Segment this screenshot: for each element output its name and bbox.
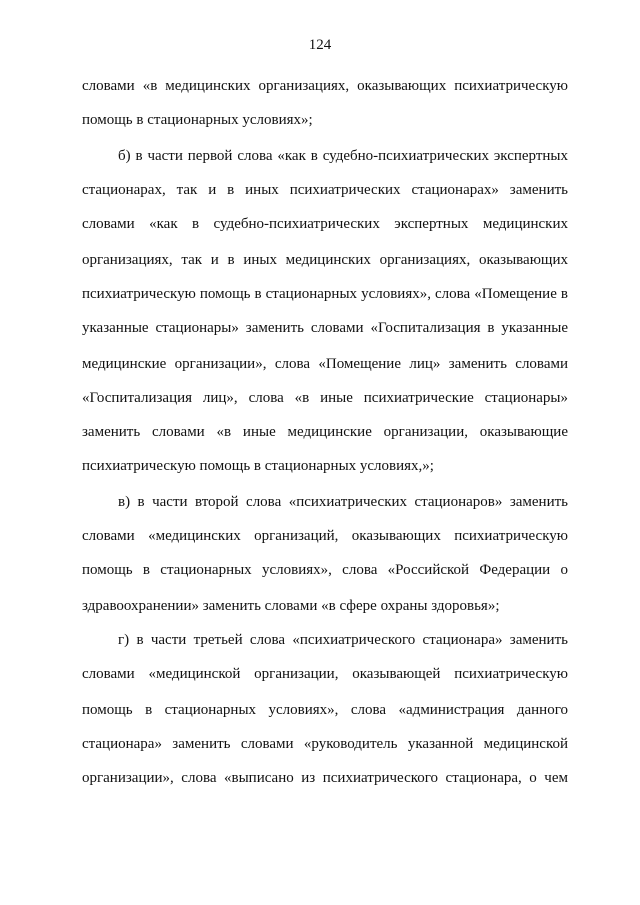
text-line: помощь в стационарных условиях», слова «Российской Федерации о [82, 562, 568, 578]
text-line: медицинские организации», слова «Помещение лиц» заменить словами [82, 356, 568, 372]
text-line: здравоохранении» заменить словами «в сфере охраны здоровья»; [82, 598, 500, 614]
text-line: организациях, так и в иных медицинских организациях, оказывающих [82, 252, 568, 268]
paragraph-start-line: в) в части второй слова «психиатрических стационаров» заменить [118, 494, 568, 510]
text-line: словами «медицинской организации, оказывающей психиатрическую [82, 666, 568, 682]
text-line: словами «медицинских организаций, оказывающих психиатрическую [82, 528, 568, 544]
page-number: 124 [308, 37, 332, 53]
text-line: организации», слова «выписано из психиатрического стационара, о чем [82, 770, 568, 786]
text-line: «Госпитализация лиц», слова «в иные психиатрические стационары» [82, 390, 568, 406]
text-line: помощь в стационарных условиях»; [82, 112, 313, 128]
text-line: заменить словами «в иные медицинские организации, оказывающие [82, 424, 568, 440]
text-line: стационара» заменить словами «руководитель указанной медицинской [82, 736, 568, 752]
text-line: указанные стационары» заменить словами «Госпитализация в указанные [82, 320, 568, 336]
paragraph-start-line: г) в части третьей слова «психиатрического стационара» заменить [118, 632, 568, 648]
text-line: помощь в стационарных условиях», слова «администрация данного [82, 702, 568, 718]
text-line: психиатрическую помощь в стационарных условиях», слова «Помещение в [82, 286, 568, 302]
text-line: словами «в медицинских организациях, оказывающих психиатрическую [82, 78, 568, 94]
text-line: психиатрическую помощь в стационарных условиях,»; [82, 458, 434, 474]
text-line: стационарах, так и в иных психиатрических стационарах» заменить [82, 182, 568, 198]
text-line: словами «как в судебно-психиатрических экспертных медицинских [82, 216, 568, 232]
paragraph-start-line: б) в части первой слова «как в судебно-психиатрических экспертных [118, 148, 568, 164]
